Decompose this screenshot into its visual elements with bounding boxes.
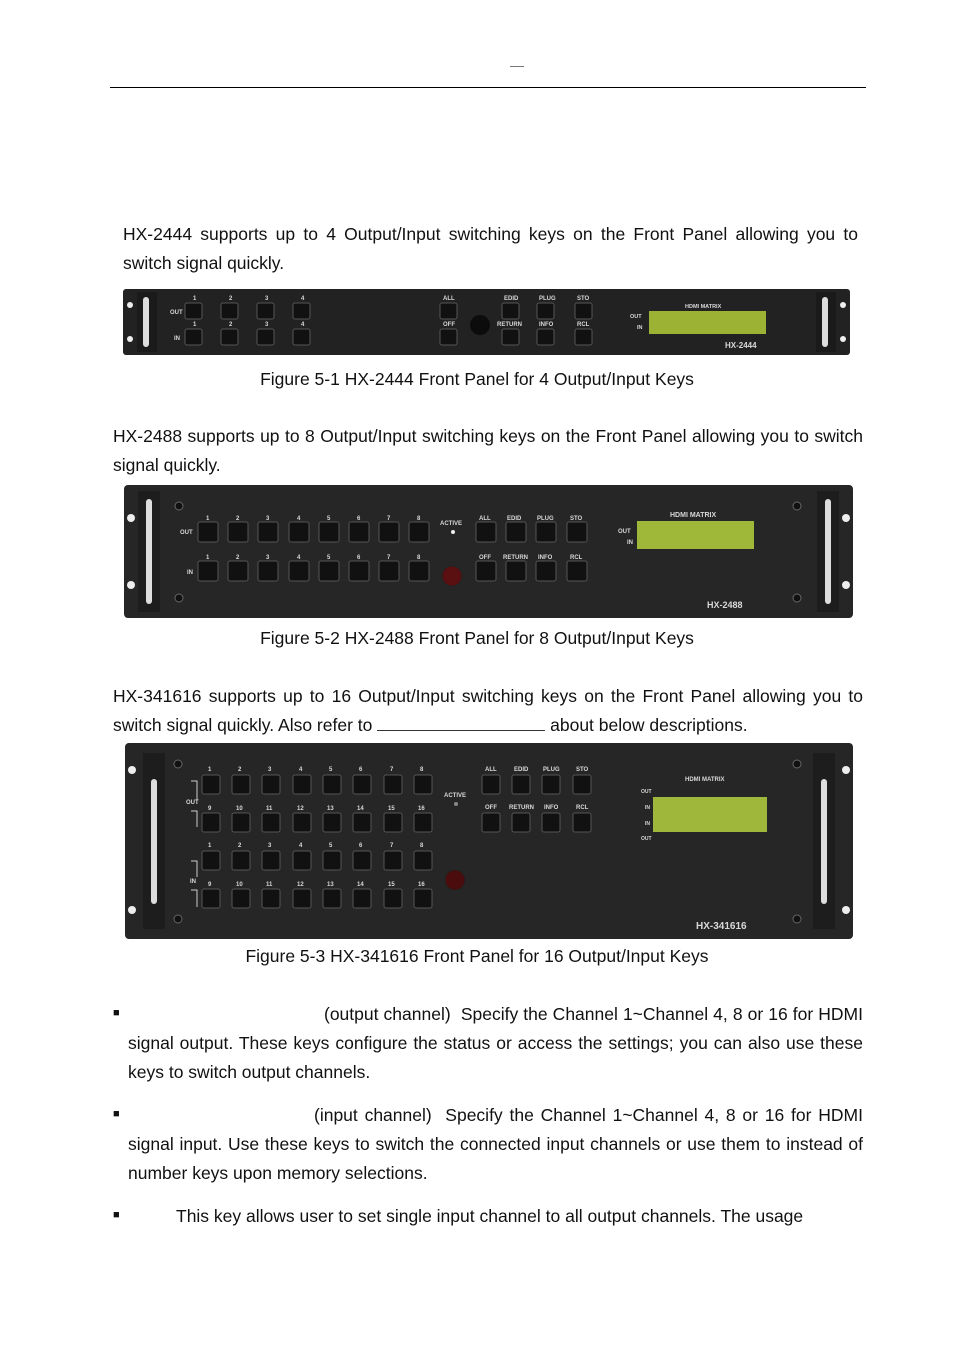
svg-text:16: 16	[418, 806, 425, 812]
svg-text:ACTIVE: ACTIVE	[444, 793, 467, 799]
svg-text:8: 8	[417, 516, 421, 522]
svg-text:RCL: RCL	[576, 805, 589, 811]
svg-text:STO: STO	[570, 516, 583, 522]
svg-text:6: 6	[357, 516, 361, 522]
svg-text:11: 11	[266, 806, 273, 812]
svg-text:EDID: EDID	[514, 767, 529, 773]
header-mark	[510, 66, 524, 67]
svg-text:RCL: RCL	[577, 322, 590, 328]
svg-text:EDID: EDID	[504, 296, 519, 302]
svg-text:1: 1	[208, 767, 212, 773]
svg-text:OUT: OUT	[186, 800, 199, 806]
svg-text:HX-341616: HX-341616	[696, 921, 747, 932]
svg-text:14: 14	[357, 806, 364, 812]
svg-text:8: 8	[420, 767, 424, 773]
figure-hx341616-front-panel	[125, 743, 853, 939]
svg-text:2: 2	[236, 555, 240, 561]
svg-text:8: 8	[417, 555, 421, 561]
svg-text:5: 5	[327, 516, 331, 522]
svg-text:IN: IN	[645, 821, 650, 827]
svg-text:16: 16	[418, 882, 425, 888]
svg-text:1: 1	[193, 322, 197, 328]
paragraph-hx341616: HX-341616 supports up to 16 Output/Input switching keys on the Front Panel allowing you to switch signal quickly. Also refer to about below descriptions.	[113, 686, 863, 735]
svg-text:5: 5	[327, 555, 331, 561]
svg-text:3: 3	[268, 843, 272, 849]
svg-text:11: 11	[266, 882, 273, 888]
svg-text:6: 6	[359, 767, 363, 773]
svg-text:3: 3	[268, 767, 272, 773]
paragraph-hx2488: HX-2488 supports up to 8 Output/Input switching keys on the Front Panel allowing you to switch signal quickly.	[113, 426, 863, 475]
svg-text:15: 15	[388, 882, 395, 888]
svg-text:9: 9	[208, 806, 212, 812]
svg-text:7: 7	[390, 843, 394, 849]
svg-text:OFF: OFF	[485, 805, 497, 811]
svg-text:RETURN: RETURN	[503, 555, 528, 561]
svg-text:8: 8	[420, 843, 424, 849]
svg-text:HX-2488: HX-2488	[707, 600, 743, 610]
svg-text:7: 7	[387, 555, 391, 561]
svg-text:13: 13	[327, 882, 334, 888]
svg-text:14: 14	[357, 882, 364, 888]
svg-text:OUT: OUT	[641, 836, 652, 842]
figure-hx2488-front-panel	[124, 485, 853, 618]
svg-text:10: 10	[236, 806, 243, 812]
reference-link[interactable]	[377, 712, 545, 731]
svg-text:RCL: RCL	[570, 555, 583, 561]
svg-text:4: 4	[301, 296, 305, 302]
label-out: OUT	[170, 310, 183, 316]
svg-text:IN: IN	[627, 540, 633, 546]
svg-text:IN: IN	[187, 570, 193, 576]
svg-text:4: 4	[301, 322, 305, 328]
svg-text:ACTIVE: ACTIVE	[440, 521, 463, 527]
svg-text:12: 12	[297, 806, 304, 812]
svg-text:1: 1	[206, 516, 210, 522]
svg-text:ALL: ALL	[443, 296, 455, 302]
svg-text:13: 13	[327, 806, 334, 812]
svg-text:10: 10	[236, 882, 243, 888]
svg-text:2: 2	[229, 322, 233, 328]
svg-text:PLUG: PLUG	[537, 516, 554, 522]
svg-text:1: 1	[208, 843, 212, 849]
svg-text:OUT: OUT	[630, 314, 642, 320]
svg-text:2: 2	[238, 843, 242, 849]
svg-text:HDMI MATRIX: HDMI MATRIX	[685, 304, 722, 310]
svg-text:6: 6	[357, 555, 361, 561]
figure-hx2444-front-panel	[123, 289, 850, 355]
svg-text:3: 3	[266, 555, 270, 561]
svg-text:5: 5	[329, 843, 333, 849]
svg-text:ALL: ALL	[479, 516, 491, 522]
svg-text:IN: IN	[637, 325, 643, 331]
svg-text:OFF: OFF	[443, 322, 455, 328]
header-rule	[110, 87, 866, 88]
svg-text:3: 3	[265, 296, 269, 302]
svg-text:RETURN: RETURN	[497, 322, 522, 328]
svg-text:15: 15	[388, 806, 395, 812]
svg-text:HDMI MATRIX: HDMI MATRIX	[670, 512, 717, 519]
svg-text:INFO: INFO	[539, 322, 554, 328]
paragraph-hx2444: HX-2444 supports up to 4 Output/Input switching keys on the Front Panel allowing you to switch signal quickly.	[123, 224, 858, 273]
svg-text:3: 3	[265, 322, 269, 328]
svg-text:2: 2	[229, 296, 233, 302]
bullet-all-key: This key allows user to set single input channel to all output channels. The usage	[176, 1206, 804, 1226]
svg-text:7: 7	[390, 767, 394, 773]
svg-text:6: 6	[359, 843, 363, 849]
figure-caption-5-1: Figure 5-1 HX-2444 Front Panel for 4 Output/Input Keys	[260, 369, 694, 389]
svg-text:3: 3	[266, 516, 270, 522]
bullet-marker-2: ■	[113, 1108, 120, 1120]
svg-text:4: 4	[297, 555, 301, 561]
svg-text:IN: IN	[645, 805, 650, 811]
svg-text:4: 4	[299, 767, 303, 773]
svg-text:HX-2444: HX-2444	[725, 341, 757, 350]
svg-text:2: 2	[236, 516, 240, 522]
bullet-marker-1: ■	[113, 1007, 120, 1019]
label-in: IN	[174, 336, 180, 342]
svg-text:RETURN: RETURN	[509, 805, 534, 811]
svg-text:STO: STO	[576, 767, 589, 773]
figure-caption-5-2: Figure 5-2 HX-2488 Front Panel for 8 Output/Input Keys	[260, 628, 694, 648]
svg-text:OUT: OUT	[180, 530, 193, 536]
svg-text:OFF: OFF	[479, 555, 491, 561]
svg-text:12: 12	[297, 882, 304, 888]
svg-text:EDID: EDID	[507, 516, 522, 522]
svg-text:ALL: ALL	[485, 767, 497, 773]
svg-text:INFO: INFO	[538, 555, 553, 561]
svg-text:INFO: INFO	[544, 805, 559, 811]
bullet-input-channel: (input channel) Specify the Channel 1~Channel 4, 8 or 16 for HDMI signal input. Use these keys to switch the connected input channels or use them to instead of number keys upon memory selections.	[128, 1105, 863, 1183]
bullet-output-channel: (output channel) Specify the Channel 1~Channel 4, 8 or 16 for HDMI signal output. These keys configure the status or access the settings; you can also use these keys to switch output channels.	[128, 1004, 863, 1082]
svg-text:1: 1	[193, 296, 197, 302]
svg-text:1: 1	[206, 555, 210, 561]
svg-text:4: 4	[299, 843, 303, 849]
svg-text:PLUG: PLUG	[543, 767, 560, 773]
svg-text:OUT: OUT	[641, 789, 652, 795]
svg-text:2: 2	[238, 767, 242, 773]
svg-text:STO: STO	[577, 296, 590, 302]
svg-text:7: 7	[387, 516, 391, 522]
svg-text:OUT: OUT	[618, 529, 631, 535]
svg-text:IN: IN	[190, 879, 196, 885]
svg-text:4: 4	[297, 516, 301, 522]
svg-text:PLUG: PLUG	[539, 296, 556, 302]
svg-text:9: 9	[208, 882, 212, 888]
figure-caption-5-3: Figure 5-3 HX-341616 Front Panel for 16 Output/Input Keys	[245, 946, 709, 966]
svg-text:5: 5	[329, 767, 333, 773]
svg-text:HDMI MATRIX: HDMI MATRIX	[685, 777, 725, 783]
bullet-marker-3: ■	[113, 1209, 120, 1221]
